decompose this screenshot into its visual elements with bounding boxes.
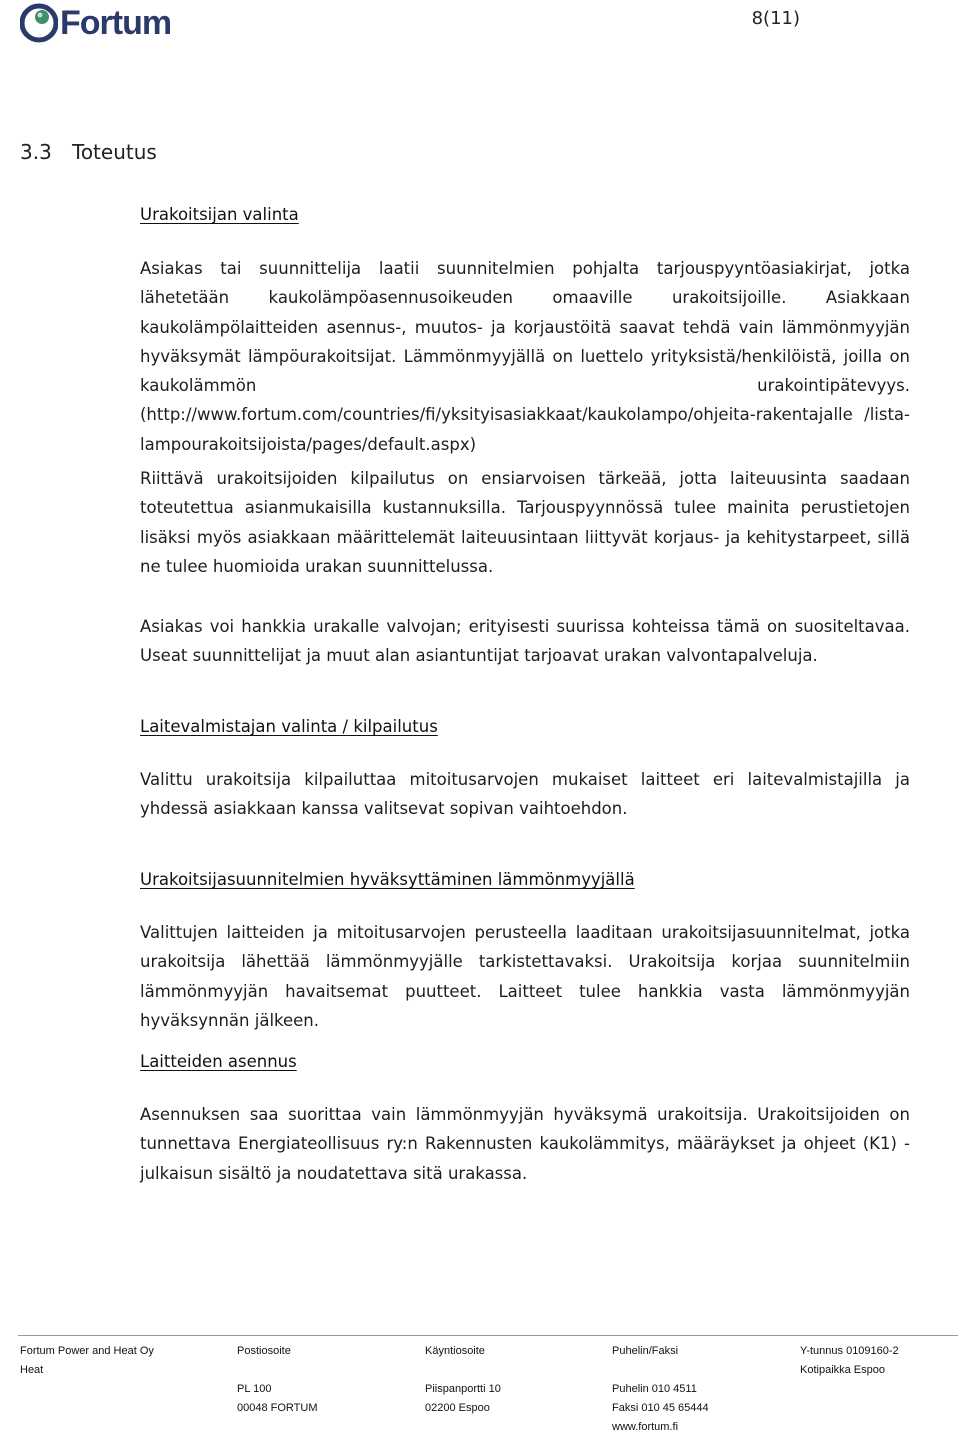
- section-number: 3.3: [20, 140, 52, 164]
- footer-line: Piispanportti 10: [425, 1383, 501, 1395]
- footer-company: [20, 1342, 154, 1380]
- footer-business-id: [800, 1342, 899, 1380]
- paragraph: Asiakas voi hankkia urakalle valvojan; erityisesti suurissa kohteissa tämä on suositeltavaa. Useat suunnittelijat ja muut alan asiantuntijat tarjoavat urakan valvontapalveluja.: [140, 617, 910, 666]
- paragraph: Riittävä urakoitsijoiden kilpailutus on ensiarvoisen tärkeää, jotta laiteuusinta saadaan toteutettua asianmukaisilla kustannuksilla. Tarjouspyynnössä tulee mainita perustietojen lisäksi myös asiakkaan määrittelemät laiteuusintaan liittyvät korjaus- ja kehitystarpeet, sillä ne tulee huomioida urakan suunnittelussa.: [140, 469, 910, 576]
- footer-line: Faksi 010 45 65444: [612, 1402, 709, 1414]
- footer-line: PL 100: [237, 1383, 272, 1395]
- footer-divider: [18, 1335, 958, 1336]
- footer-phone-fax: [612, 1342, 709, 1437]
- subheading-urakoitsijasuunnitelmien-hyvaksyttaminen: Urakoitsijasuunnitelmien hyväksyttäminen lämmönmyyjällä: [140, 870, 635, 889]
- footer-line: Heat: [20, 1364, 44, 1376]
- footer-line: [237, 1361, 318, 1380]
- fortum-logo-icon: [20, 3, 58, 43]
- paragraph: Valittujen laitteiden ja mitoitusarvojen perusteella laaditaan urakoitsijasuunnitelmat, jotka urakoitsija lähettää lämmönmyyjälle tarkistettavaksi. Urakoitsija korjaa suunnitelmiin lämmönmyyjän havaitsemat puutteet. Laitteet tulee hankkia vasta lämmönmyyjän hyväksynnän jälkeen.: [140, 923, 910, 1030]
- paragraph: Valittu urakoitsija kilpailuttaa mitoitusarvojen mukaiset laitteet eri laitevalmistajilla ja yhdessä asiakkaan kanssa valitsevat sopivan vaihtoehdon.: [140, 770, 910, 819]
- section-title: Toteutus: [72, 140, 157, 164]
- footer-line: Käyntiosoite: [425, 1345, 485, 1357]
- footer-line: [425, 1361, 501, 1380]
- subheading-laitteiden-asennus: Laitteiden asennus: [140, 1052, 297, 1071]
- footer-line: Puhelin/Faksi: [612, 1345, 679, 1357]
- footer-postal-address: [237, 1342, 318, 1418]
- paragraph: Asennuksen saa suorittaa vain lämmönmyyjän hyväksymä urakoitsija. Urakoitsijoiden on tunnettava Energiateollisuus ry:n Rakennusten kaukolämmitys, määräykset ja ohjeet (K1) -julkaisun sisältö ja noudatettava sitä urakassa.: [140, 1105, 910, 1183]
- footer-line: Kotipaikka Espoo: [800, 1364, 885, 1376]
- page-number: 8(11): [751, 8, 800, 29]
- footer-visiting-address: [425, 1342, 501, 1418]
- footer-line: [612, 1361, 709, 1380]
- footer-line: 02200 Espoo: [425, 1402, 490, 1414]
- footer-line: Y-tunnus 0109160-2: [800, 1345, 899, 1357]
- footer-website[interactable]: www.fortum.fi: [612, 1421, 679, 1433]
- footer-line: Postiosoite: [237, 1345, 291, 1357]
- subheading-urakoitsijan-valinta: Urakoitsijan valinta: [140, 205, 299, 224]
- section-heading: [20, 140, 157, 164]
- footer-line: Puhelin 010 4511: [612, 1383, 697, 1395]
- subheading-laitevalmistajan-valinta: Laitevalmistajan valinta / kilpailutus: [140, 717, 438, 736]
- paragraph: Asiakas tai suunnittelija laatii suunnitelmien pohjalta tarjouspyyntöasiakirjat, jotka lähetetään kaukolämpöasennusoikeuden omaaville urakoitsijoille. Asiakkaan kaukolämpölaitteiden asennus-, muutos- ja korjaustöitä saavat tehdä vain lämmönmyyjän hyväksymät lämpöurakoitsijat. Lämmönmyyjällä on luettelo yrityksistä/henkilöistä, joilla on kaukolämmön urakointipätevyys. (http://www.fortum.com/countries/fi/yksityisasiakkaat/kaukolampo/ohjeita-rakentajalle /lista-lampourakoitsijoista/pages/default.aspx): [140, 259, 910, 454]
- fortum-logo: [20, 3, 190, 43]
- footer-line: Fortum Power and Heat Oy: [20, 1345, 154, 1357]
- footer-line: 00048 FORTUM: [237, 1402, 318, 1414]
- logo-wordmark: Fortum: [60, 4, 172, 42]
